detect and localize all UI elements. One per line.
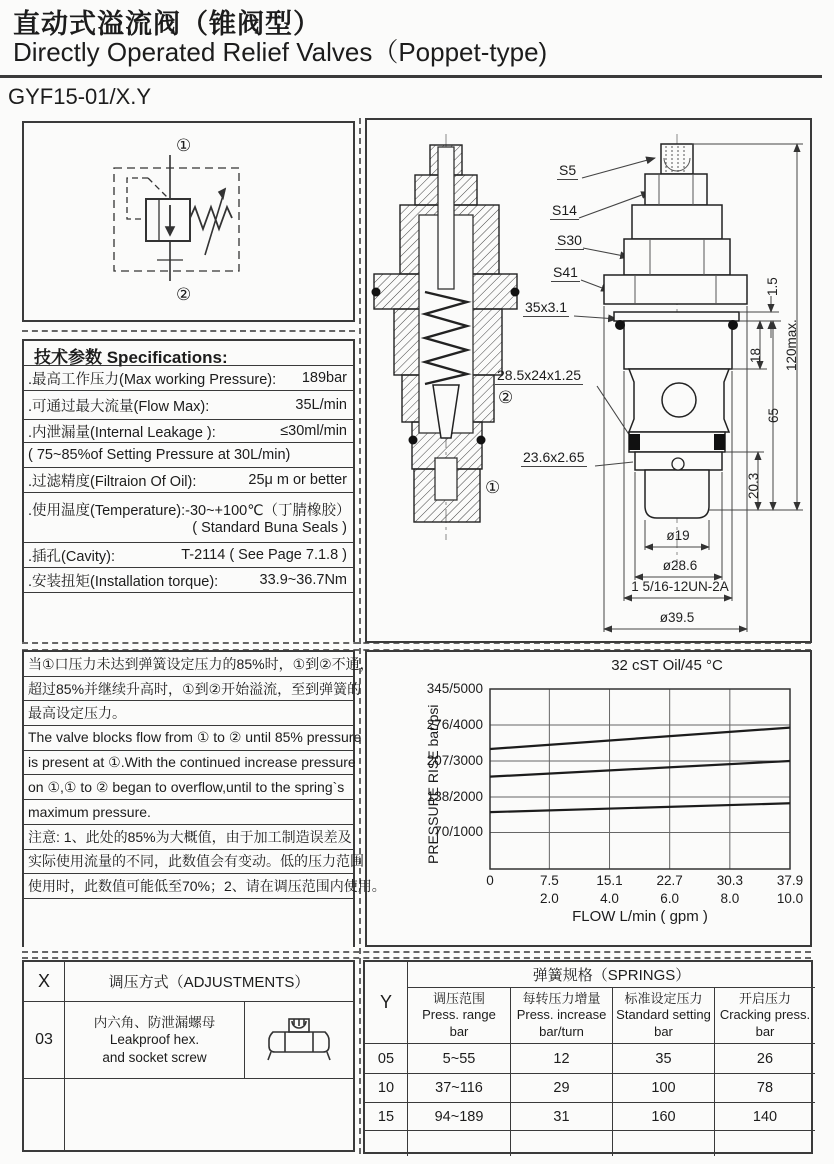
spring-value: 5~55 [408, 1044, 511, 1074]
x-tick-gpm-label: 2.0 [539, 891, 559, 906]
spec-label: .最高工作压力(Max working Pressure): [28, 371, 277, 388]
spec-value: -30~+100℃（丁腈橡胶） [185, 503, 351, 519]
symbol-port-2-marker: ② [176, 285, 192, 304]
description-line: maximum pressure. [24, 800, 353, 825]
seal-size-label: 23.6x2.65 [523, 449, 585, 465]
leakproof-hex-socket-screw-icon [263, 1016, 335, 1064]
x-tick-label: 7.5 [539, 873, 559, 888]
spec-value: T-2114 ( See Page 7.1.8 ) [181, 547, 347, 563]
spec-value: ≤30ml/min [280, 423, 347, 439]
description-line: 超过85%并继续升高时，①到②开始溢流，至到弹簧的 [24, 677, 353, 702]
spring-value: 12 [511, 1044, 613, 1074]
spring-value: 35 [613, 1044, 715, 1074]
valve-drawings-panel [365, 118, 812, 643]
pressure-rise-chart-panel [365, 650, 812, 947]
page-title-chinese: 直动式溢流阀（锥阀型） [13, 9, 321, 39]
spring-value: 26 [715, 1044, 815, 1074]
spring-value: 29 [511, 1074, 613, 1103]
port-1-marker: ① [485, 478, 501, 497]
adjustments-table [22, 960, 355, 1152]
spring-code: 15 [365, 1103, 408, 1131]
adjustment-description [65, 1002, 245, 1079]
adjustment-icon-cell [245, 1002, 353, 1079]
x-tick-label: 37.9 [776, 873, 804, 888]
specifications-header: 技术参数 Specifications: [24, 339, 353, 366]
title-divider [0, 75, 822, 78]
spec-value: 189bar [301, 370, 347, 386]
adjustments-empty-cell [65, 1079, 353, 1150]
springs-empty-cell [613, 1131, 715, 1156]
dimension-label: ø28.6 [662, 558, 698, 573]
springs-table [363, 960, 813, 1154]
spring-code: 05 [365, 1044, 408, 1074]
valve-cross-section-drawing [372, 134, 656, 540]
x-tick-gpm-label: 8.0 [720, 891, 740, 906]
pressure-line-spring-15 [490, 728, 790, 749]
y-tick-label: 207/3000 [426, 753, 483, 768]
spec-row [24, 391, 353, 420]
section-size-label: S5 [559, 162, 577, 178]
x-tick-label: 22.7 [656, 873, 683, 888]
x-tick-label: 30.3 [716, 873, 743, 888]
springs-y-header: Y [365, 962, 408, 1044]
y-tick-label: 70/1000 [434, 824, 483, 840]
hydraulic-symbol-panel [22, 121, 355, 322]
section-size-label: S41 [553, 264, 578, 280]
dimension-label: 1 5/16-12UN-2A [631, 579, 729, 594]
spec-row [24, 443, 353, 468]
relief-valve-symbol [24, 123, 353, 320]
page-title-english: Directly Operated Relief Valves（Poppet-type) [13, 37, 548, 67]
dimension-label: 65 [766, 407, 781, 423]
adjustments-title: 调压方式（ADJUSTMENTS） [65, 962, 353, 1002]
spec-value: 25μ m or better [248, 472, 347, 488]
chart-x-axis-label: FLOW L/min ( gpm ) [572, 908, 708, 925]
description-line: 最高设定压力。 [24, 701, 353, 726]
chart-title: 32 cST Oil/45 °C [611, 657, 723, 674]
symbol-port-1-marker: ① [176, 136, 192, 155]
section-divider [22, 330, 355, 332]
spec-row [24, 468, 353, 493]
dimension-label: ø19 [666, 528, 690, 543]
dimension-label: 1.5 [765, 277, 780, 296]
chart-y-axis-label: PRESSURE RISE bar/psi [425, 704, 441, 864]
adjustments-empty-cell [24, 1079, 65, 1150]
port-2-marker: ② [498, 388, 514, 407]
specifications-table [22, 339, 355, 642]
adjustment-desc-en: and socket screw [102, 1049, 207, 1065]
x-tick-gpm-label: 4.0 [600, 891, 619, 906]
spec-row [24, 420, 353, 443]
section-size-label: S14 [552, 202, 577, 218]
springs-title: 弹簧规格（SPRINGS） [408, 962, 815, 988]
column-divider [359, 118, 361, 1154]
valve-drawings [367, 120, 810, 641]
dimension-label: 20.3 [746, 472, 761, 499]
spec-label: .插孔(Cavity): [28, 548, 115, 565]
spring-value: 160 [613, 1103, 715, 1131]
spring-code: 10 [365, 1074, 408, 1103]
springs-empty-cell [408, 1131, 511, 1156]
pressure-line-spring-10 [490, 761, 790, 777]
springs-empty-cell [511, 1131, 613, 1156]
spec-label: .过滤精度(Filtraion Of Oil): [28, 473, 197, 490]
pressure-line-spring-05 [490, 803, 790, 812]
y-tick-label: 138/2000 [426, 789, 483, 804]
spring-value: 78 [715, 1074, 815, 1103]
adjustment-code: 03 [24, 1002, 65, 1079]
section-divider [22, 957, 811, 959]
spec-row [24, 543, 353, 568]
dimension-label: 18 [748, 347, 763, 363]
adjustments-x-header: X [24, 962, 65, 1002]
springs-column-header: 标准设定压力 Standard setting bar [613, 988, 715, 1044]
spec-value: ( Standard Buna Seals ) [192, 520, 347, 536]
spring-value: 31 [511, 1103, 613, 1131]
seal-size-label: 28.5x24x1.25 [497, 367, 582, 383]
x-tick-label: 15.1 [596, 873, 623, 888]
description-line: 注意: 1、此处的85%为大概值，由于加工制造误差及 [24, 825, 353, 850]
spec-value: 35L/min [295, 397, 347, 413]
description-panel [22, 650, 386, 947]
dimension-label: ø39.5 [659, 610, 695, 625]
plot-border [490, 689, 790, 869]
spring-value: 37~116 [408, 1074, 511, 1103]
spec-label: .使用温度(Temperature): [28, 503, 186, 519]
adjustment-desc-en: Leakproof hex. [109, 1032, 200, 1048]
springs-empty-cell [365, 1131, 408, 1156]
spring-value: 140 [715, 1103, 815, 1131]
description-line: 实际使用流量的不同，此数值会有变动。低的压力范围 [24, 850, 353, 875]
seal-size-label: 35x3.1 [525, 299, 568, 315]
description-line: The valve blocks flow from ① to ② until 85% pressure [24, 726, 353, 751]
description-line: on ①,① to ② began to overflow,until to the spring`s [24, 775, 353, 800]
springs-column-header: 调压范围 Press. range bar [408, 988, 511, 1044]
springs-column-header: 每转压力增量 Press. increase bar/turn [511, 988, 613, 1044]
x-tick-label: 0 [486, 873, 494, 888]
description-line: is present at ①.With the continued increase pressure [24, 751, 353, 776]
y-tick-label: 276/4000 [426, 717, 483, 732]
dimension-label: 120max. [784, 319, 799, 371]
spring-value: 94~189 [408, 1103, 511, 1131]
spec-label: .安装扭矩(Installation torque): [28, 573, 219, 590]
spec-label: ( 75~85%of Setting Pressure at 30L/min) [28, 447, 291, 463]
x-tick-gpm-label: 10.0 [776, 891, 804, 906]
description-line: 使用时，此数值可能低至70%；2、请在调压范围内使用。 [24, 874, 353, 899]
section-divider [22, 951, 811, 953]
specifications-rows [24, 366, 353, 593]
model-code: GYF15-01/X.Y [8, 84, 152, 109]
spec-label: .可通过最大流量(Flow Max): [28, 398, 210, 415]
description-line: 当①口压力未达到弹簧设定压力的85%时，①到②不通， [24, 652, 353, 677]
spec-row [24, 366, 353, 391]
springs-empty-cell [715, 1131, 815, 1156]
spec-value: 33.9~36.7Nm [259, 572, 347, 588]
spec-row [24, 493, 353, 543]
x-tick-gpm-label: 6.0 [660, 891, 680, 906]
adjustment-desc-cn: 内六角、防泄漏螺母 [93, 1014, 216, 1030]
section-size-label: S30 [557, 232, 582, 248]
springs-column-header: 开启压力 Cracking press. bar [715, 988, 815, 1044]
spec-row [24, 568, 353, 593]
spring-value: 100 [613, 1074, 715, 1103]
spec-label: .内泄漏量(Internal Leakage ): [28, 424, 216, 441]
y-tick-label: 345/5000 [426, 681, 483, 696]
